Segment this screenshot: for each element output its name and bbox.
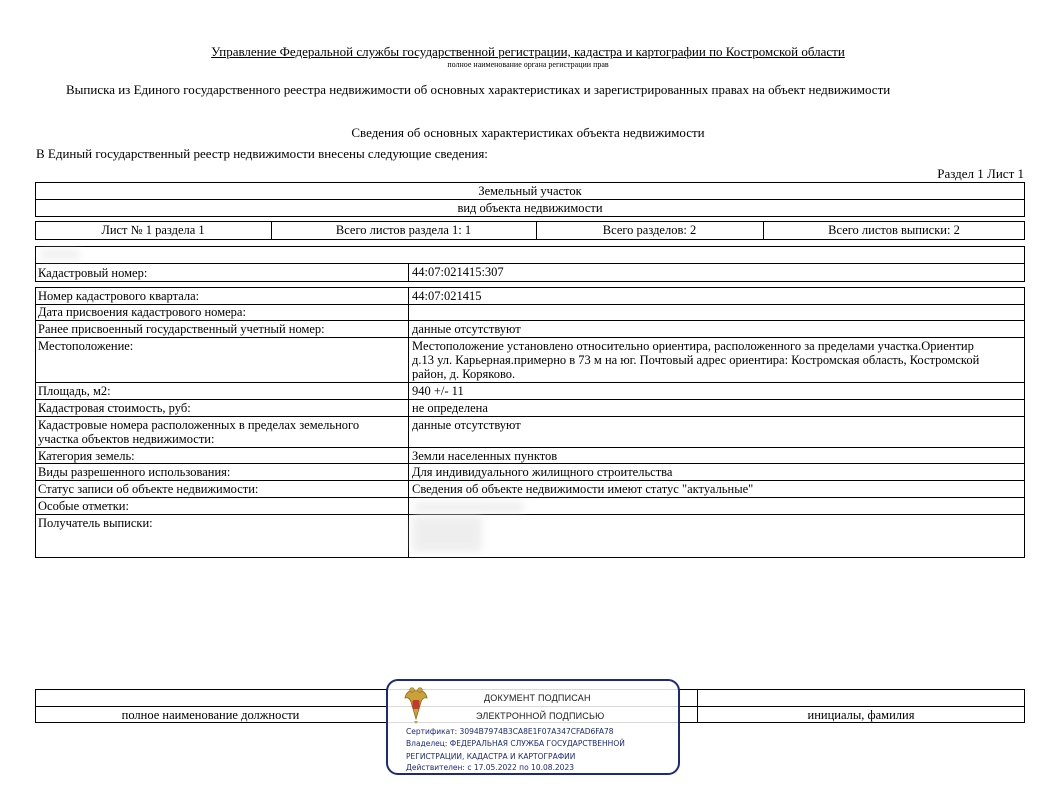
intro-text: В Единый государственный реестр недвижимости внесены следующие сведения:	[36, 146, 488, 161]
category-label: Категория земель:	[38, 449, 135, 463]
coat-of-arms-icon	[402, 685, 430, 725]
document-title: Выписка из Единого государственного реестра недвижимости об основных характеристиках и зарегистрированных правах на объект недвижимости	[66, 82, 891, 97]
section-title: Сведения об основных характеристиках объекта недвижимости	[351, 125, 705, 140]
stamp-owner-1: Владелец: ФЕДЕРАЛЬНАЯ СЛУЖБА ГОСУДАРСТВЕННОЙ	[406, 739, 625, 748]
pager-sections-total: Всего разделов: 2	[602, 223, 697, 237]
stamp-certificate: Сертификат: 3094B7974B3CA8E1F07A347CFAD6FA78	[406, 727, 614, 736]
cadastral-number-label: Кадастровый номер:	[38, 266, 148, 280]
pager-sheet: Лист № 1 раздела 1	[101, 223, 205, 237]
location-label: Местоположение:	[38, 339, 134, 353]
cost-value: не определена	[412, 401, 488, 415]
object-type: Земельный участок	[478, 184, 582, 198]
stamp-title-1: ДОКУМЕНТ ПОДПИСАН	[484, 693, 591, 703]
e-signature-stamp	[386, 679, 680, 775]
area-label: Площадь, м2:	[38, 384, 111, 398]
org-subtitle: полное наименование органа регистрации прав	[447, 60, 609, 69]
position-caption: полное наименование должности	[121, 708, 300, 722]
location-value-line3: район, д. Коряково.	[412, 367, 516, 381]
prev-number-label: Ранее присвоенный государственный учетный номер:	[38, 322, 325, 336]
pager-sheets-in-section: Всего листов раздела 1: 1	[335, 223, 472, 237]
area-value: 940 +/- 11	[412, 384, 464, 398]
location-value-line2: д.13 ул. Карьерная.примерно в 73 м на юг. Почтовый адрес ориентира: Костромская область, Костромской	[412, 353, 980, 367]
location-value-line1: Местоположение установлено относительно ориентира, расположенного за пределами участка.Ориентир	[412, 339, 974, 353]
inner-objects-value: данные отсутствуют	[412, 418, 521, 432]
usage-value: Для индивидуального жилищного строительства	[412, 465, 673, 479]
stamp-title-2: ЭЛЕКТРОННОЙ ПОДПИСЬЮ	[476, 711, 605, 721]
object-type-caption: вид объекта недвижимости	[457, 201, 603, 215]
cost-label: Кадастровая стоимость, руб:	[38, 401, 191, 415]
inner-objects-label-2: участка объектов недвижимости:	[38, 432, 215, 446]
quarter-value: 44:07:021415	[412, 289, 482, 303]
notes-label: Особые отметки:	[38, 499, 129, 513]
status-value: Сведения об объекте недвижимости имеют статус "актуальные"	[412, 482, 754, 496]
sheet-reference: Раздел 1 Лист 1	[937, 166, 1024, 181]
recipient-label: Получатель выписки:	[38, 516, 153, 530]
redacted-recipient	[412, 516, 482, 552]
assign-date-label: Дата присвоения кадастрового номера:	[38, 305, 246, 319]
stamp-owner-2: РЕГИСТРАЦИИ, КАДАСТРА И КАРТОГРАФИИ	[406, 752, 576, 761]
category-value: Земли населенных пунктов	[412, 449, 558, 463]
prev-number-value: данные отсутствуют	[412, 322, 521, 336]
quarter-label: Номер кадастрового квартала:	[38, 289, 200, 303]
status-label: Статус записи об объекте недвижимости:	[38, 482, 259, 496]
pager-sheets-total: Всего листов выписки: 2	[828, 223, 960, 237]
stamp-valid: Действителен: с 17.05.2022 по 10.08.2023	[406, 763, 574, 772]
org-name: Управление Федеральной службы государственной регистрации, кадастра и картографии по Костромской области	[211, 44, 845, 59]
cadastral-number-value: 44:07:021415:307	[412, 265, 504, 279]
usage-label: Виды разрешенного использования:	[38, 465, 231, 479]
name-caption: инициалы, фамилия	[807, 708, 915, 722]
redacted-notes	[414, 502, 524, 512]
inner-objects-label-1: Кадастровые номера расположенных в пределах земельного	[38, 418, 360, 432]
